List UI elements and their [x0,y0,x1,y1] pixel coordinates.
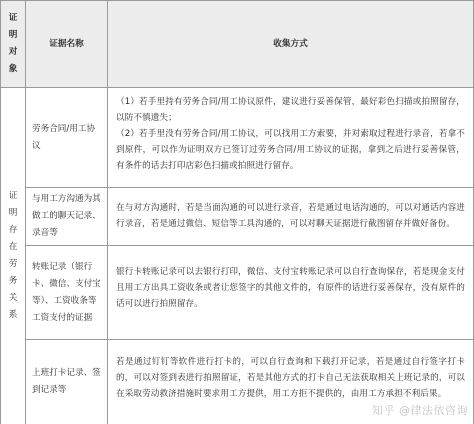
header-name [26,0,108,88]
table-row-method [108,88,474,188]
header-method [108,0,474,88]
group-label-cell [0,88,26,424]
watermark: 知乎 @律法依咨询 [372,404,468,417]
method-text: 若是通过钉钉等软件进行打卡的，可以自行查询和下载打开记录，若是通过自行签字打卡的，可以对签到表进行拍照留证，若是其他方式的打卡自己无法获取相关上班记录的，可以在采取劳动救济措施时要求用工方提供，用工方拒不提供的，由用工方承担不利后果。 [116,357,465,399]
table-row-method [108,246,474,340]
method-text: 银行卡转账记录可以去银行打印，微信、支付宝转账记录可以自行查询保存，若是现金支付且用工方出具工资收条或者让您签字的其他文件的，有原件的话进行妥善保存，没有原件的话可以进行拍照留存。 [116,267,465,309]
evidence-name: 与用工方沟通为其做工的聊天记录、录音等 [32,194,101,238]
evidence-name: 劳务合同/用工协议 [32,123,96,151]
group-label: 证 明 存 在 劳 务 关 系 [8,191,18,320]
method-text: （2）若手里没有劳务合同/用工协议，可以找用工方索要，并对索取过程进行录音，若拿不到原件，可以作为证明双方已签订过劳务合同/用工协议的证据，拿到之后进行妥善保管，有条件的话去打印店彩色扫描或拍照进行留存。 [116,129,465,171]
evidence-name: 上班打卡记录、签到记录等 [32,368,101,395]
method-text: 在与对方沟通时，若是当面沟通的可以进行录音，若是通过电话沟通的，可以对通话内容进行录音，若是通过微信、短信等工具沟通的，可以对聊天证据进行截图留存并做好备份。 [116,203,465,229]
header-name-label: 证据名称 [49,39,84,49]
table-row-name [26,88,108,188]
table-row-name [26,246,108,340]
table-row-name [26,340,108,424]
method-text: （1）若手里持有劳务合同/用工协议原件，建议进行妥善保管，最好彩色扫描或拍照留存，以防不慎遗失； [116,97,465,123]
table-row-name [26,188,108,246]
header-object-label: 证 明 对 象 [8,13,18,74]
evidence-name: 转账记录（银行卡、微信、支付宝等）、工资收条等工资支付的证据 [32,261,101,323]
table-row-method [108,188,474,246]
header-object [0,0,26,88]
header-method-label: 收集方式 [273,39,308,49]
